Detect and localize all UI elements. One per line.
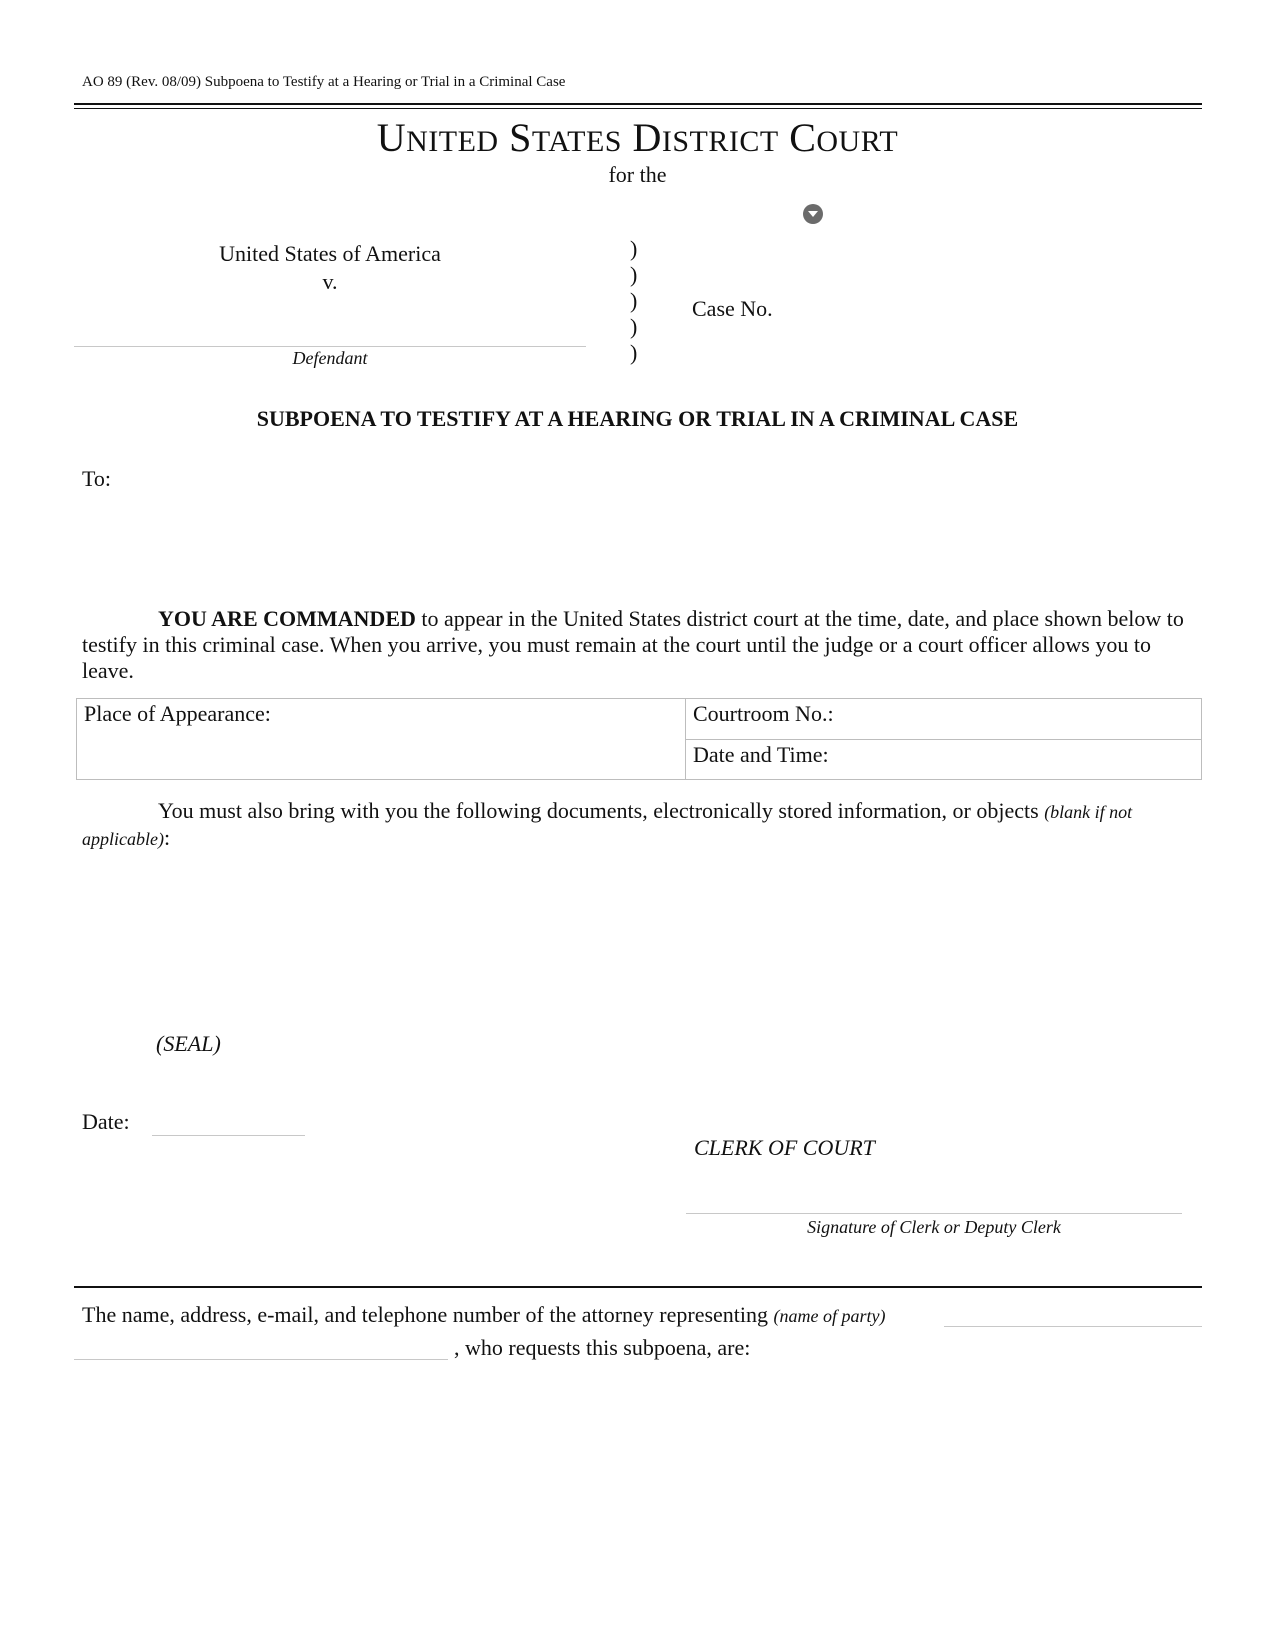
signature-field[interactable] [686, 1213, 1182, 1214]
documents-suffix: : [163, 825, 171, 850]
defendant-label: Defendant [292, 348, 368, 368]
command-bold: YOU ARE COMMANDED [158, 606, 416, 631]
command-paragraph [82, 606, 1202, 684]
attorney-text: The name, address, e-mail, and telephone number of the attorney representing [82, 1302, 774, 1327]
clerk-of-court-label: CLERK OF COURT [694, 1135, 875, 1160]
party-name-field[interactable] [944, 1326, 1202, 1327]
date-field[interactable] [152, 1135, 305, 1136]
bottom-rule [74, 1286, 1202, 1288]
subpoena-heading: SUBPOENA TO TESTIFY AT A HEARING OR TRIAL IN A CRIMINAL CASE [256, 406, 1019, 431]
signature-label: Signature of Clerk or Deputy Clerk [807, 1217, 1061, 1237]
court-title-word: DISTRICT [632, 115, 779, 160]
court-title [0, 114, 1275, 161]
courtroom-field[interactable] [686, 699, 1202, 740]
command-text: to appear in the United States district court at the time, date, and place shown below to testify in this criminal case. When you arrive, you must remain at the court until the judge or a court officer allows you to leave. [82, 606, 1184, 683]
seal-label: (SEAL) [156, 1031, 221, 1056]
versus-label: v. [322, 269, 338, 294]
to-label: To: [82, 466, 112, 491]
court-title-word: UNITED [376, 115, 499, 160]
caption-paren: ) [630, 288, 638, 313]
for-the-label: for the [608, 162, 667, 187]
documents-paragraph [82, 798, 1202, 852]
chevron-down-circle-icon[interactable] [803, 204, 823, 224]
date-time-field[interactable] [686, 739, 1202, 780]
caption-paren: ) [630, 314, 638, 339]
top-rule-thick [74, 103, 1202, 105]
attorney-hint: (name of party) [773, 1306, 886, 1326]
appearance-table [76, 698, 1202, 780]
court-title-word: STATES [509, 115, 622, 160]
date-time-label: Date and Time: [693, 741, 829, 767]
defendant-field[interactable] [74, 346, 586, 347]
date-label: Date: [82, 1109, 130, 1134]
documents-text: You must also bring with you the following documents, electronically stored information, or objects [158, 798, 1045, 823]
case-number-label: Case No. [692, 296, 773, 321]
party-name-field-continued[interactable] [74, 1359, 448, 1360]
court-title-word: COURT [789, 115, 899, 160]
place-of-appearance-label: Place of Appearance: [84, 701, 271, 726]
top-rule-thin [74, 108, 1202, 109]
plaintiff-name: United States of America [219, 241, 441, 266]
caption-paren: ) [630, 340, 638, 365]
caption-paren: ) [630, 236, 638, 261]
documents-hint: (blank if not applicable) [82, 802, 1133, 849]
caption-paren: ) [630, 262, 638, 287]
form-identifier: AO 89 (Rev. 08/09) Subpoena to Testify at a Hearing or Trial in a Criminal Case [82, 74, 566, 90]
attorney-statement [82, 1302, 886, 1328]
requests-subpoena-text: , who requests this subpoena, are: [454, 1335, 751, 1360]
place-of-appearance-field[interactable] [77, 699, 686, 780]
courtroom-label: Courtroom No.: [693, 701, 834, 726]
